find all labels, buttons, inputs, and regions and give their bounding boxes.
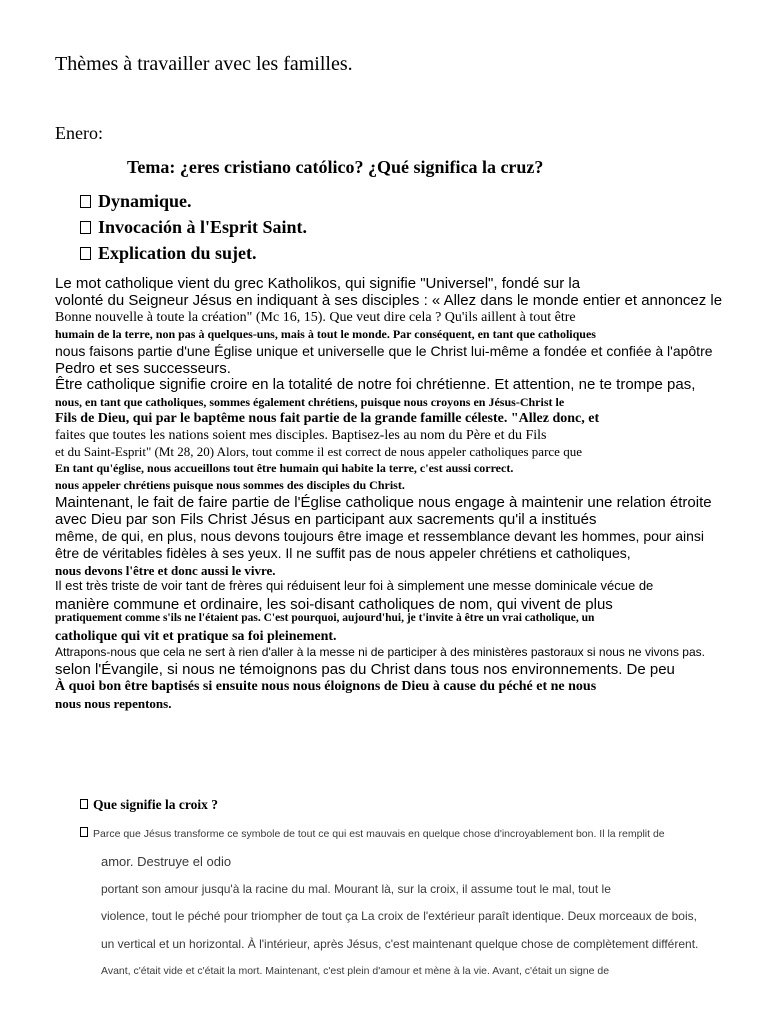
body-line: avec Dieu par son Fils Christ Jésus en participant aux sacrements qu'il a institués	[55, 511, 597, 528]
croix-line-text: Parce que Jésus transforme ce symbole de tout ce qui est mauvais en quelque chose d'incroyablement bon. Il la remplit de	[93, 828, 665, 840]
croix-line: Avant, c'était vide et c'était la mort. Maintenant, c'est plein d'amour et mène à la vie. Avant, c'était un signe de	[101, 965, 610, 977]
body-line: À quoi bon être baptisés si ensuite nous nous éloignons de Dieu à cause du péché et ne nous	[55, 679, 597, 694]
body-line: même, de qui, en plus, nous devons toujours être image et ressemblance devant les hommes, pour ainsi	[55, 528, 705, 544]
body-line: manière commune et ordinaire, les soi-disant catholiques de nom, qui vivent de plus	[55, 596, 613, 613]
checkbox-icon	[80, 799, 88, 809]
body-line: catholique qui vit et pratique sa foi pleinement.	[55, 629, 337, 644]
body-line: nous appeler chrétiens puisque nous sommes des disciples du Christ.	[55, 478, 405, 492]
body-line: nous faisons partie d'une Église unique et universelle que le Christ lui-même a fondée et confiée à l'apôtre	[55, 343, 713, 359]
croix-line: portant son amour jusqu'à la racine du mal. Mourant là, sur la croix, il assume tout le mal, tout le	[101, 882, 611, 896]
body-line: Attrapons-nous que cela ne sert à rien d'aller à la messe ni de participer à des ministères pastoraux si nous ne vivons pas.	[55, 645, 705, 659]
croix-line: un vertical et un horizontal. À l'intérieur, après Jésus, c'est maintenant quelque chose de complètement différent.	[101, 937, 699, 951]
checkbox-icon	[80, 827, 88, 837]
tema-heading: Tema: ¿eres cristiano católico? ¿Qué significa la cruz?	[127, 157, 544, 177]
body-line: Bonne nouvelle à toute la création" (Mc 16, 15). Que veut dire cela ? Qu'ils aillent à tout être	[55, 310, 576, 325]
body-line: nous, en tant que catholiques, sommes également chrétiens, puisque nous croyons en Jésus-Christ le	[55, 395, 565, 409]
checkbox-icon	[80, 247, 91, 260]
checklist-item-dynamique	[80, 191, 192, 212]
body-line: nous devons l'être et donc aussi le vivre.	[55, 563, 276, 578]
croix-line	[80, 827, 665, 840]
croix-line: violence, tout le péché pour triompher de tout ça La croix de l'extérieur paraît identique. Deux morceaux de bois,	[101, 909, 697, 923]
body-line: volonté du Seigneur Jésus en indiquant à ses disciples : « Allez dans le monde entier et annoncez le	[55, 292, 723, 309]
checkbox-icon	[80, 195, 91, 208]
checklist-item-invocacion	[80, 217, 307, 238]
checklist-label: Dynamique.	[98, 191, 192, 211]
body-line: Pedro et ses successeurs.	[55, 360, 231, 377]
body-line: faites que toutes les nations soient mes disciples. Baptisez-les au nom du Père et du Fils	[55, 428, 547, 443]
checklist-item-explication	[80, 243, 257, 264]
body-line: Le mot catholique vient du grec Katholikos, qui signifie "Universel", fondé sur la	[55, 275, 581, 292]
body-line: humain de la terre, non pas à quelques-uns, mais à tout le monde. Par conséquent, en tant que catholiques	[55, 327, 596, 341]
body-line: Être catholique signifie croire en la totalité de notre foi chrétienne. Et attention, ne te trompe pas,	[55, 376, 696, 393]
body-line: et du Saint-Esprit" (Mt 28, 20) Alors, tout comme il est correct de nous appeler catholiques parce que	[55, 444, 582, 459]
checklist-label: Explication du sujet.	[98, 243, 257, 263]
body-line: être de véritables fidèles à ses yeux. Il ne suffit pas de nous appeler chrétiens et catholiques,	[55, 545, 631, 561]
body-line: En tant qu'église, nous accueillons tout être humain qui habite la terre, c'est aussi correct.	[55, 461, 514, 475]
body-line: Il est très triste de voir tant de frères qui réduisent leur foi à simplement une messe dominicale vécue de	[55, 578, 654, 593]
croix-line: amor. Destruye el odio	[101, 854, 232, 869]
croix-heading	[80, 797, 218, 813]
croix-heading-label: Que signifie la croix ?	[93, 797, 218, 812]
body-line: pratiquement comme s'ils ne l'étaient pas. C'est pourquoi, aujourd'hui, je t'invite à être un vrai catholique, un	[55, 612, 595, 624]
body-line: nous nous repentons.	[55, 696, 172, 711]
document-title: Thèmes à travailler avec les familles.	[55, 53, 353, 75]
body-line: Fils de Dieu, qui par le baptême nous fait partie de la grande famille céleste. "Allez donc, et	[55, 411, 600, 426]
checkbox-icon	[80, 221, 91, 234]
body-line: Maintenant, le fait de faire partie de l'Église catholique nous engage à maintenir une relation étroite	[55, 494, 712, 511]
body-line: selon l'Évangile, si nous ne témoignons pas du Christ dans tous nos environnements. De peu	[55, 661, 675, 678]
checklist-label: Invocación à l'Esprit Saint.	[98, 217, 308, 237]
month-label: Enero:	[55, 123, 103, 143]
